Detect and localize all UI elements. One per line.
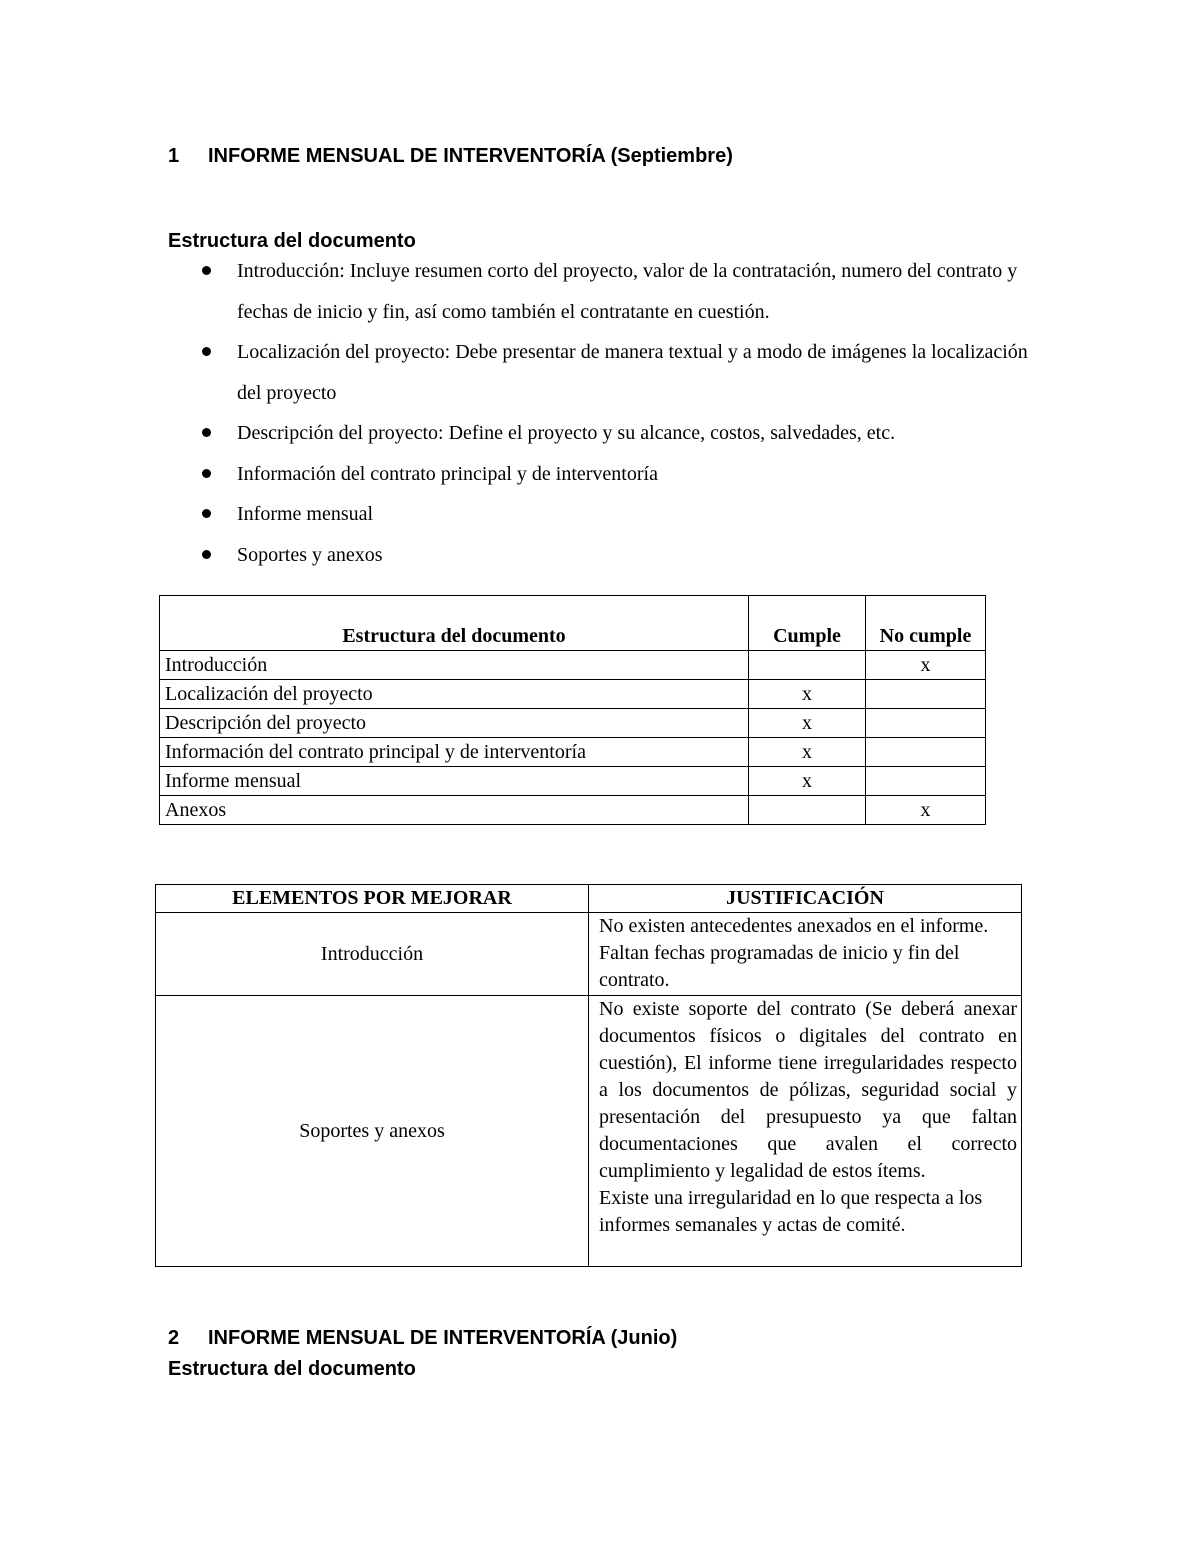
bullet-dot-icon: [202, 347, 211, 356]
column-header-no-cumple: No cumple: [866, 596, 986, 651]
bullet-dot-icon: [202, 428, 211, 437]
section-1-title: INFORME MENSUAL DE INTERVENTORÍA (Septiembre): [208, 145, 733, 167]
section-2-heading: [168, 1326, 677, 1350]
bullet-dot-icon: [202, 550, 211, 559]
section-1-heading: [168, 144, 733, 168]
justification-paragraph: No existe soporte del contrato (Se deberá anexar documentos físicos o digitales del contrato en cuestión), El informe tiene irregularidades respecto a los documentos de pólizas, seguridad social y presentación del presupuesto ya que faltan documentaciones que avalen el correcto cumplimiento y legalidad de estos ítems.: [599, 998, 1017, 1182]
improvements-table: [155, 884, 1022, 1267]
column-header-elements: ELEMENTOS POR MEJORAR: [156, 885, 589, 913]
bullet-item: Descripción del proyecto: Define el proyecto y su alcance, costos, salvedades, etc.: [200, 413, 1040, 454]
bullet-item: Informe mensual: [200, 494, 1040, 535]
bullet-item: Información del contrato principal y de interventoría: [200, 454, 1040, 495]
column-header-structure: Estructura del documento: [160, 596, 749, 651]
column-header-justification: JUSTIFICACIÓN: [589, 885, 1022, 913]
section-2-title: INFORME MENSUAL DE INTERVENTORÍA (Junio): [208, 1327, 678, 1349]
section-2-subtitle: Estructura del documento: [168, 1358, 416, 1380]
table-row: Soportes y anexos No existe soporte del contrato (Se deberá anexar documentos físicos o digitales del contrato en cuestión), El informe tiene irregularidades respecto a los documentos de pólizas, seguridad social y presentación del presupuesto ya que faltan documentaciones que avalen el correcto cumplimiento y legalidad de estos ítems. Existe una irregularidad en lo que respecta a los informes semanales y actas de comité.: [156, 996, 1022, 1267]
table-row: Anexos x: [160, 796, 986, 825]
section-1-subtitle: Estructura del documento: [168, 230, 416, 252]
bullet-item: Localización del proyecto: Debe presentar de manera textual y a modo de imágenes la localización del proyecto: [200, 332, 1040, 413]
column-header-cumple: Cumple: [749, 596, 866, 651]
compliance-table: [159, 595, 986, 825]
table-row: Introducción No existen antecedentes anexados en el informe. Faltan fechas programadas de inicio y fin del contrato.: [156, 913, 1022, 996]
bullet-dot-icon: [202, 266, 211, 275]
table-row: Introducción x: [160, 651, 986, 680]
bullet-item: Soportes y anexos: [200, 535, 1040, 576]
structure-bullet-list: [200, 251, 1040, 575]
section-1-number: 1: [168, 145, 180, 167]
bullet-item: Introducción: Incluye resumen corto del proyecto, valor de la contratación, numero del contrato y fechas de inicio y fin, así como también el contratante en cuestión.: [200, 251, 1040, 332]
table-row: Localización del proyecto x: [160, 680, 986, 709]
bullet-dot-icon: [202, 469, 211, 478]
section-2-number: 2: [168, 1327, 180, 1349]
table-row: Informe mensual x: [160, 767, 986, 796]
bullet-dot-icon: [202, 509, 211, 518]
table-row: Descripción del proyecto x: [160, 709, 986, 738]
justification-paragraph: Existe una irregularidad en lo que respecta a los informes semanales y actas de comité.: [599, 1187, 983, 1236]
table-row: Información del contrato principal y de interventoría x: [160, 738, 986, 767]
